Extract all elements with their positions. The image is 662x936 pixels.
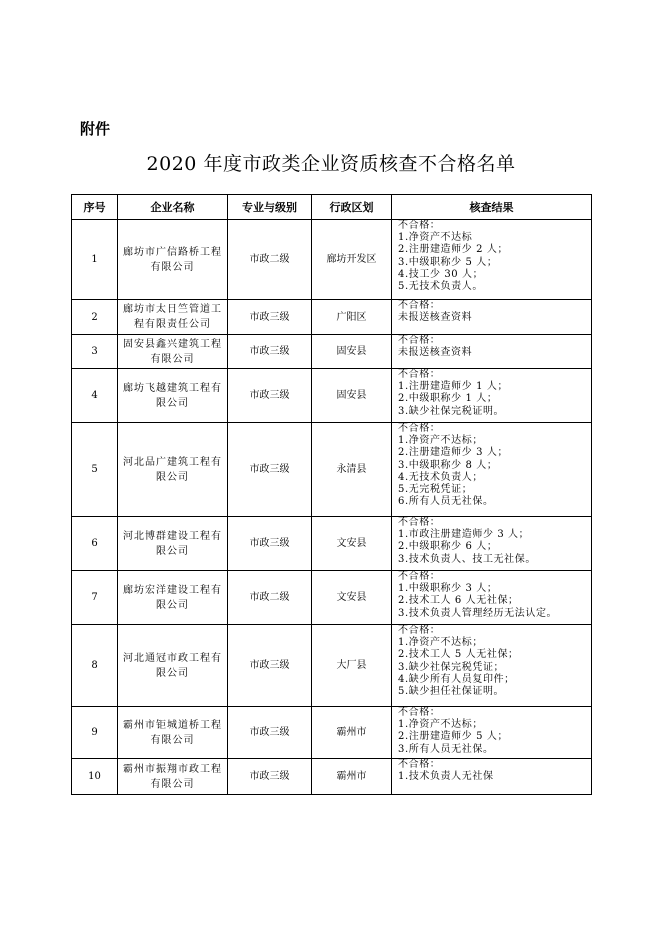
result-line: 3.中级职称少 5 人； [398,256,498,268]
result-line: 不合格： [398,220,441,231]
result-line: 4.技工少 30 人； [398,268,484,280]
check-result [392,423,592,517]
row-number: 1 [72,220,118,300]
check-result [392,335,592,369]
district: 文安县 [312,571,392,625]
result-line: 2.注册建造师少 3 人； [398,447,509,459]
table-body [72,220,592,795]
result-line: 未报送核查资料 [398,347,473,359]
result-line: 不合格： [398,335,441,346]
result-line: 4.无技术负责人； [398,471,483,483]
check-result [392,707,592,759]
table-row [72,423,592,517]
qualification-level: 市政三级 [228,335,312,369]
qualification-level: 市政三级 [228,369,312,423]
table-row [72,707,592,759]
qualification-level: 市政二级 [228,220,312,300]
result-line: 3.缺少社保完税凭证； [398,661,505,673]
result-line: 3.技术负责人、技工无社保。 [398,553,536,565]
table-row [72,625,592,707]
result-line: 2.中级职称少 6 人； [398,541,498,553]
result-line: 1.技术负责人无社保 [398,771,494,783]
result-line: 不合格： [398,625,441,636]
result-line: 2.中级职称少 1 人； [398,393,498,405]
result-line: 2.注册建造师少 5 人； [398,731,509,743]
result-line: 1.净资产不达标； [398,637,483,649]
check-result [392,220,592,300]
check-result [392,517,592,571]
result-line: 3.中级职称少 8 人； [398,459,498,471]
result-line: 不合格： [398,517,441,528]
result-line: 1.净资产不达标； [398,719,483,731]
result-line: 4.缺少所有人员复印件； [398,673,515,685]
company-name: 廊坊飞越建筑工程有限公司 [118,369,228,423]
table-row [72,300,592,335]
table-row [72,335,592,369]
company-name: 固安县鑫兴建筑工程有限公司 [118,335,228,369]
result-line: 不合格： [398,759,441,770]
table-row [72,571,592,625]
header-result: 核查结果 [392,195,592,220]
result-line: 6.所有人员无社保。 [398,496,494,508]
attachment-label: 附件 [80,120,111,138]
check-result [392,571,592,625]
result-line: 不合格： [398,423,441,434]
district: 大厂县 [312,625,392,707]
company-name: 廊坊市广信路桥工程有限公司 [118,220,228,300]
result-line: 1.中级职称少 3 人； [398,583,498,595]
row-number: 10 [72,759,118,795]
result-line: 5.无技术负责人。 [398,281,483,293]
header-no: 序号 [72,195,118,220]
table-row [72,759,592,795]
result-line: 不合格： [398,300,441,311]
result-line: 1.净资产不达标 [398,232,473,244]
table-header-row [72,195,592,220]
qualification-level: 市政三级 [228,707,312,759]
district: 文安县 [312,517,392,571]
result-line: 1.注册建造师少 1 人； [398,381,509,393]
district: 固安县 [312,335,392,369]
qualification-level: 市政三级 [228,517,312,571]
check-result [392,625,592,707]
result-line: 不合格： [398,707,441,718]
check-result [392,300,592,335]
check-result [392,759,592,795]
table-row [72,220,592,300]
district: 霸州市 [312,759,392,795]
result-line: 1.净资产不达标； [398,435,483,447]
company-name: 廊坊宏洋建设工程有限公司 [118,571,228,625]
result-line: 5.无完税凭证； [398,484,473,496]
row-number: 5 [72,423,118,517]
qualification-level: 市政三级 [228,423,312,517]
company-name: 河北博群建设工程有限公司 [118,517,228,571]
result-line: 3.缺少社保完税证明。 [398,405,505,417]
row-number: 3 [72,335,118,369]
noncompliance-table [71,194,592,795]
table-row [72,517,592,571]
qualification-level: 市政三级 [228,625,312,707]
result-line: 5.缺少担任社保证明。 [398,686,505,698]
row-number: 8 [72,625,118,707]
company-name: 河北品广建筑工程有限公司 [118,423,228,517]
company-name: 霸州市钜城道桥工程有限公司 [118,707,228,759]
header-level: 专业与级别 [228,195,312,220]
district: 广阳区 [312,300,392,335]
qualification-level: 市政三级 [228,300,312,335]
row-number: 6 [72,517,118,571]
row-number: 4 [72,369,118,423]
check-result [392,369,592,423]
company-name: 霸州市振翔市政工程有限公司 [118,759,228,795]
result-line: 不合格： [398,571,441,582]
result-line: 未报送核查资料 [398,312,473,324]
row-number: 9 [72,707,118,759]
table-row [72,369,592,423]
result-line: 2.技术工人 6 人无社保； [398,595,519,607]
result-line: 2.技术工人 5 人无社保； [398,649,519,661]
qualification-level: 市政三级 [228,759,312,795]
district: 霸州市 [312,707,392,759]
result-line: 1.市政注册建造师少 3 人； [398,529,530,541]
result-line: 3.技术负责人管理经历无法认定。 [398,607,558,619]
result-line: 3.所有人员无社保。 [398,743,494,755]
document-title: 2020 年度市政类企业资质核查不合格名单 [146,153,516,175]
result-line: 不合格： [398,369,441,380]
district: 廊坊开发区 [312,220,392,300]
header-company-name: 企业名称 [118,195,228,220]
district: 永清县 [312,423,392,517]
qualification-level: 市政二级 [228,571,312,625]
company-name: 廊坊市太日竺管道工程有限责任公司 [118,300,228,335]
row-number: 7 [72,571,118,625]
header-district: 行政区划 [312,195,392,220]
result-line: 2.注册建造师少 2 人； [398,244,509,256]
company-name: 河北通冠市政工程有限公司 [118,625,228,707]
row-number: 2 [72,300,118,335]
district: 固安县 [312,369,392,423]
